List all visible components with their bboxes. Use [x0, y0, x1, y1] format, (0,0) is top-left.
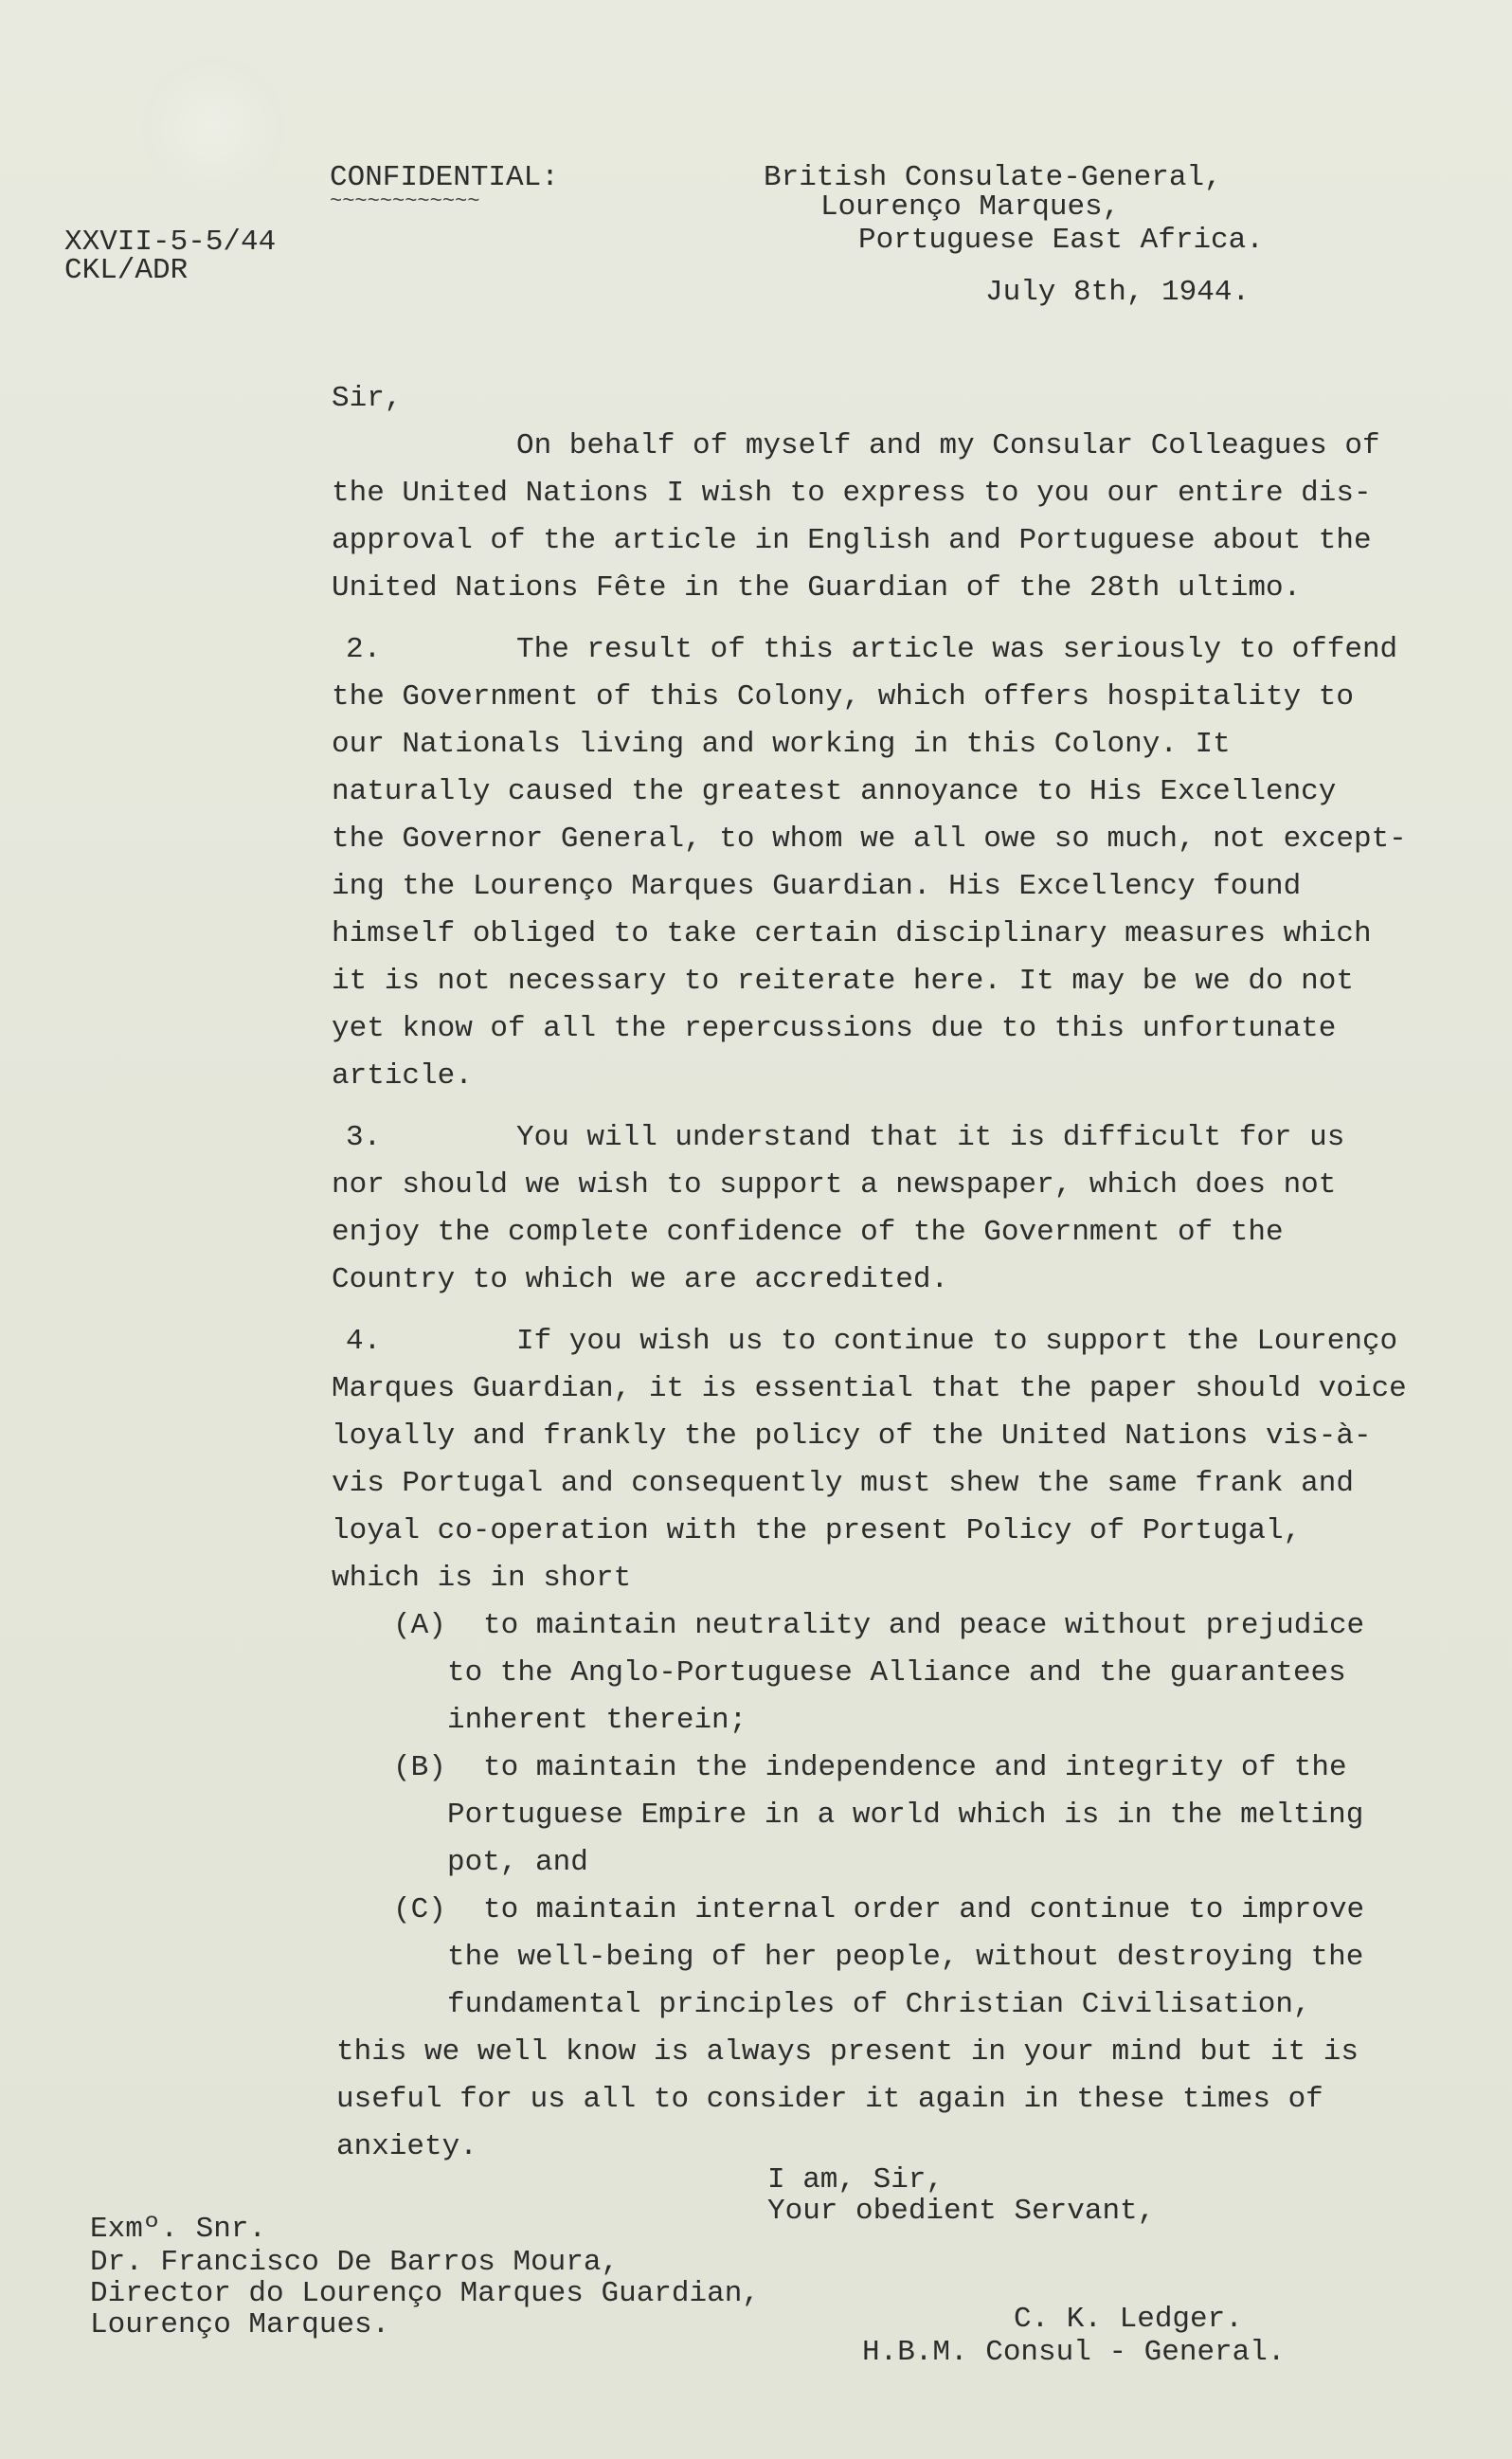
body-line: ing the Lourenço Marques Guardian. His Excellency found [332, 870, 1302, 903]
list-item-line: fundamental principles of Christian Civilisation, [447, 1988, 1311, 2021]
letter-date: July 8th, 1944. [985, 276, 1251, 309]
body-line: article. [332, 1059, 473, 1093]
addressee-line: Dr. Francisco De Barros Moura, [90, 2246, 620, 2279]
body-line: himself obliged to take certain disciplinary measures which [332, 917, 1372, 950]
body-line: nor should we wish to support a newspaper, which does not [332, 1168, 1337, 1202]
address-line: Portuguese East Africa. [858, 224, 1264, 257]
paragraph-number: 3. [346, 1121, 382, 1154]
addressee-line: Exmº. Snr. [90, 2213, 267, 2246]
list-item-line: to the Anglo-Portuguese Alliance and the guarantees [447, 1656, 1346, 1690]
body-line: loyally and frankly the policy of the United Nations vis-à- [332, 1419, 1372, 1453]
body-line: approval of the article in English and Portuguese about the [332, 524, 1372, 557]
body-line: yet know of all the repercussions due to this unfortunate [332, 1012, 1337, 1045]
paragraph-number: 4. [346, 1325, 382, 1358]
addressee-line: Director do Lourenço Marques Guardian, [90, 2277, 760, 2310]
embossed-seal [142, 57, 284, 199]
body-line: the Government of this Colony, which offers hospitality to [332, 680, 1354, 714]
body-line: our Nationals living and working in this Colony. It [332, 728, 1231, 761]
body-line: the United Nations I wish to express to you our entire dis- [332, 477, 1372, 510]
list-marker: (B) [393, 1751, 446, 1784]
paragraph-number: 2. [346, 633, 382, 666]
confidential-label: CONFIDENTIAL: [330, 161, 559, 194]
list-item-line: to maintain the independence and integrity of the [483, 1751, 1347, 1784]
list-item-line: to maintain neutrality and peace without prejudice [483, 1609, 1365, 1642]
body-line: Marques Guardian, it is essential that the paper should voice [332, 1372, 1407, 1405]
salutation: Sir, [332, 382, 403, 415]
body-line: the Governor General, to whom we all owe so much, not except- [332, 823, 1407, 856]
body-line: loyal co-operation with the present Policy of Portugal, [332, 1514, 1302, 1547]
list-item-line: the well-being of her people, without destroying the [447, 1941, 1364, 1974]
list-item-line: inherent therein; [447, 1704, 747, 1737]
list-item-line: pot, and [447, 1846, 588, 1879]
address-line: Lourenço Marques, [820, 190, 1121, 224]
body-line: United Nations Fête in the Guardian of the 28th ultimo. [332, 571, 1302, 605]
list-item-line: Portuguese Empire in a world which is in the melting [447, 1799, 1364, 1832]
confidential-underline: ~~~~~~~~~~~~ [330, 190, 480, 213]
list-item-line: to maintain internal order and continue to improve [483, 1893, 1365, 1926]
body-line: this we well know is always present in your mind but it is [336, 2035, 1359, 2069]
signatory-title: H.B.M. Consul - General. [862, 2336, 1286, 2369]
body-line: anxiety. [336, 2130, 477, 2163]
body-line: vis Portugal and consequently must shew the same frank and [332, 1467, 1354, 1500]
list-marker: (A) [393, 1609, 446, 1642]
body-line: If you wish us to continue to support the Lourenço [516, 1325, 1398, 1358]
body-line: it is not necessary to reiterate here. It may be we do not [332, 965, 1354, 998]
list-marker: (C) [393, 1893, 446, 1926]
signatory-name: C. K. Ledger. [1014, 2303, 1243, 2336]
addressee-line: Lourenço Marques. [90, 2308, 390, 2341]
closing-line: I am, Sir, [767, 2163, 945, 2197]
body-line: Country to which we are accredited. [332, 1263, 949, 1296]
body-line: useful for us all to consider it again in these times of [336, 2083, 1323, 2116]
body-line: naturally caused the greatest annoyance to His Excellency [332, 775, 1337, 808]
body-line: On behalf of myself and my Consular Colleagues of [516, 429, 1380, 462]
body-line: which is in short [332, 1562, 632, 1595]
body-line: You will understand that it is difficult for us [516, 1121, 1345, 1154]
reference-initials: CKL/ADR [64, 254, 189, 287]
body-line: The result of this article was seriously to offend [516, 633, 1398, 666]
closing-line: Your obedient Servant, [767, 2195, 1156, 2228]
body-line: enjoy the complete confidence of the Government of the [332, 1216, 1284, 1249]
address-line: British Consulate-General, [764, 161, 1222, 194]
reference-number: XXVII-5-5/44 [64, 226, 277, 259]
